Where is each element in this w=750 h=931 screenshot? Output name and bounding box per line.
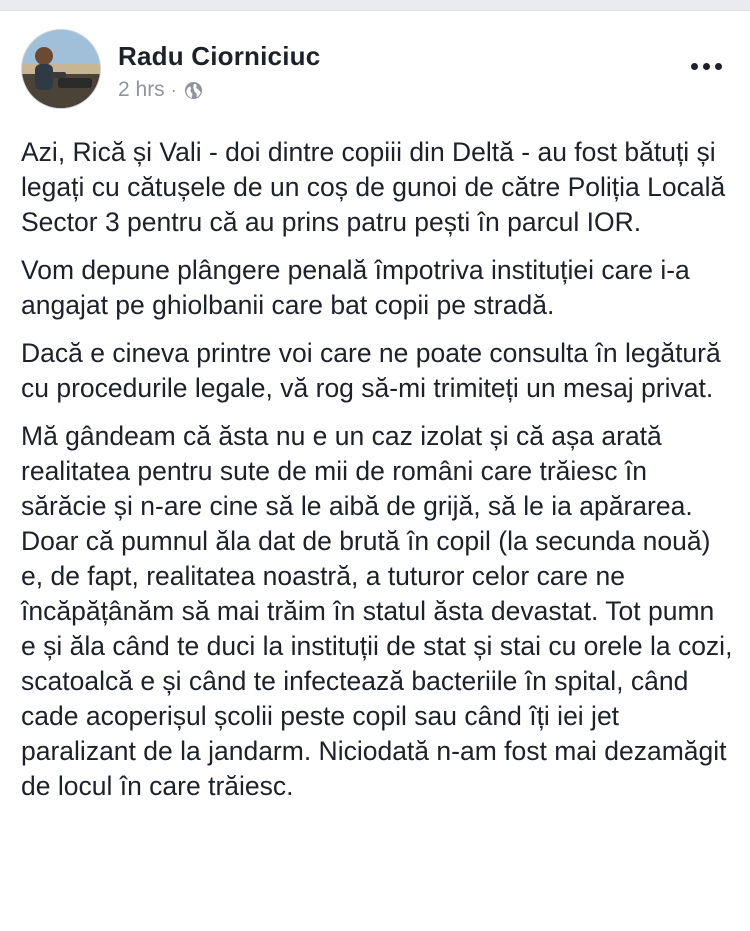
feed-divider [0,0,750,11]
post-header [0,11,750,111]
more-dot [691,63,698,70]
avatar-photo [22,30,101,109]
avatar[interactable] [21,29,101,109]
post-paragraph: Dacă e cineva printre voi care ne poate consulta în legătură cu procedurile legale, vă rog să-mi trimiteți un mesaj privat. [21,338,721,403]
facebook-post [0,11,750,801]
more-options-icon[interactable] [691,63,722,70]
more-dot [715,63,722,70]
more-dot [703,63,710,70]
post-timestamp[interactable]: 2 hrs [118,78,165,101]
post-paragraph: Azi, Rică și Vali - doi dintre copiii din Deltă - au fost bătuți și legați cu cătușele de un coș de gunoi de către Poliția Locală Sector 3 pentru că au prins patru pești în parcul IOR. [21,137,726,237]
post-paragraph: Mă gândeam că ăsta nu e un caz izolat și că așa arată realitatea pentru sute de mii de români care trăiesc în sărăcie și n-are cine să le aibă de grijă, să le ia apărarea. Doar că pumnul ăla dat de brută în copil (la secunda nouă) e, de fapt, realitatea noastră, a tuturor celor care ne încăpățânăm să mai trăim în statul ăsta devastat. Tot pumn e și ăla când te duci la instituții de stat și stai cu orele la cozi, scatoalcă e și când te infectează bacteriile în spital, când cade acoperișul școlii peste copil sau când îți iei jet paralizant de la jandarm. Niciodată n-am fost mai dezamăgit de locul în care trăiesc. [21,421,733,801]
globe-icon[interactable] [184,81,203,100]
post-body [21,135,736,817]
post-meta [118,78,203,102]
author-name[interactable]: Radu Ciorniciuc [118,41,321,71]
meta-separator: · [170,79,177,100]
post-paragraph: Vom depune plângere penală împotriva instituției care i-a angajat pe ghiolbanii care bat copii pe stradă. [21,255,690,320]
